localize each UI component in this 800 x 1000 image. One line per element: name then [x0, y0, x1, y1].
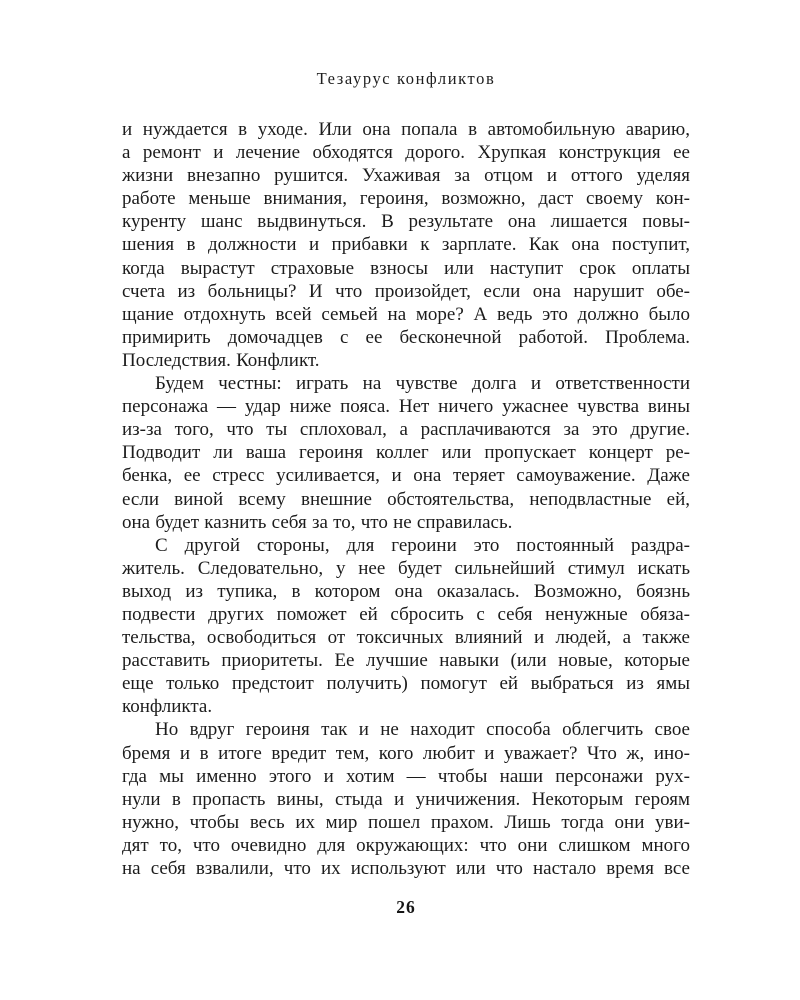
text-line: жизни внезапно рушится. Ухаживая за отцом и оттого уделяя: [122, 165, 690, 187]
text-line: бенка, ее стресс усиливается, и она теряет самоуважение. Даже: [122, 465, 690, 487]
page-number: 26: [396, 897, 416, 917]
text-line: конфликта.: [122, 696, 213, 718]
text-line: Подводит ли ваша героиня коллег или пропускает концерт ре-: [122, 442, 690, 464]
running-header: Тезаурус конфликтов: [316, 69, 496, 88]
text-line: примирить домочадцев с ее бесконечной работой. Проблема.: [122, 326, 690, 348]
text-line: житель. Следовательно, у нее будет сильнейший стимул искать: [122, 557, 690, 579]
text-line: гда мы именно этого и хотим — чтобы наши персонажи рух-: [122, 765, 690, 787]
text-line: дят то, что очевидно для окружающих: что они слишком много: [122, 834, 690, 856]
text-line: куренту шанс выдвинуться. В результате она лишается повы-: [122, 211, 690, 233]
text-line: еще только предстоит получить) помогут ей выбраться из ямы: [122, 673, 690, 695]
text-line: а ремонт и лечение обходятся дорого. Хрупкая конструкция ее: [122, 142, 690, 164]
text-line: Но вдруг героиня так и не находит способа облегчить свое: [155, 719, 690, 741]
text-line: на себя взвалили, что их используют или что настало время все: [122, 858, 690, 879]
text-line: шения в должности и прибавки к зарплате. Как она поступит,: [122, 234, 690, 256]
text-line: Последствия. Конфликт.: [122, 349, 320, 371]
text-line: Будем честны: играть на чувстве долга и ответственности: [155, 373, 690, 395]
text-line: счета из больницы? И что произойдет, если она нарушит обе-: [122, 280, 690, 302]
text-line: работе меньше внимания, героиня, возможно, даст своему кон-: [122, 188, 690, 210]
text-line: тельства, освободиться от токсичных влияний и людей, а также: [122, 627, 690, 649]
text-line: расставить приоритеты. Ее лучшие навыки (или новые, которые: [122, 650, 690, 672]
text-line: когда вырастут страховые взносы или наступит срок оплаты: [122, 257, 690, 279]
body-text: [122, 118, 690, 880]
text-line: подвести других поможет ей сбросить с себя ненужные обяза-: [122, 603, 690, 625]
text-line: С другой стороны, для героини это постоянный раздра-: [155, 534, 690, 556]
text-line: выход из тупика, в котором она оказалась. Возможно, боязнь: [122, 580, 690, 602]
text-line: щание отдохнуть всей семьей на море? А ведь это должно было: [122, 303, 690, 325]
text-line: и нуждается в уходе. Или она попала в автомобильную аварию,: [122, 119, 690, 140]
text-line: нули в пропасть вины, стыда и уничижения. Некоторым героям: [122, 788, 690, 810]
text-line: нужно, чтобы весь их мир пошел прахом. Лишь тогда они уви-: [122, 811, 690, 833]
text-line: из-за того, что ты сплоховал, а расплачиваются за это другие.: [122, 419, 690, 441]
text-line: если виной всему внешние обстоятельства, неподвластные ей,: [122, 488, 690, 510]
text-line: персонажа — удар ниже пояса. Нет ничего ужаснее чувства вины: [122, 396, 690, 418]
text-line: она будет казнить себя за то, что не справилась.: [122, 511, 513, 533]
text-line: бремя и в итоге вредит тем, кого любит и уважает? Что ж, ино-: [122, 742, 690, 764]
